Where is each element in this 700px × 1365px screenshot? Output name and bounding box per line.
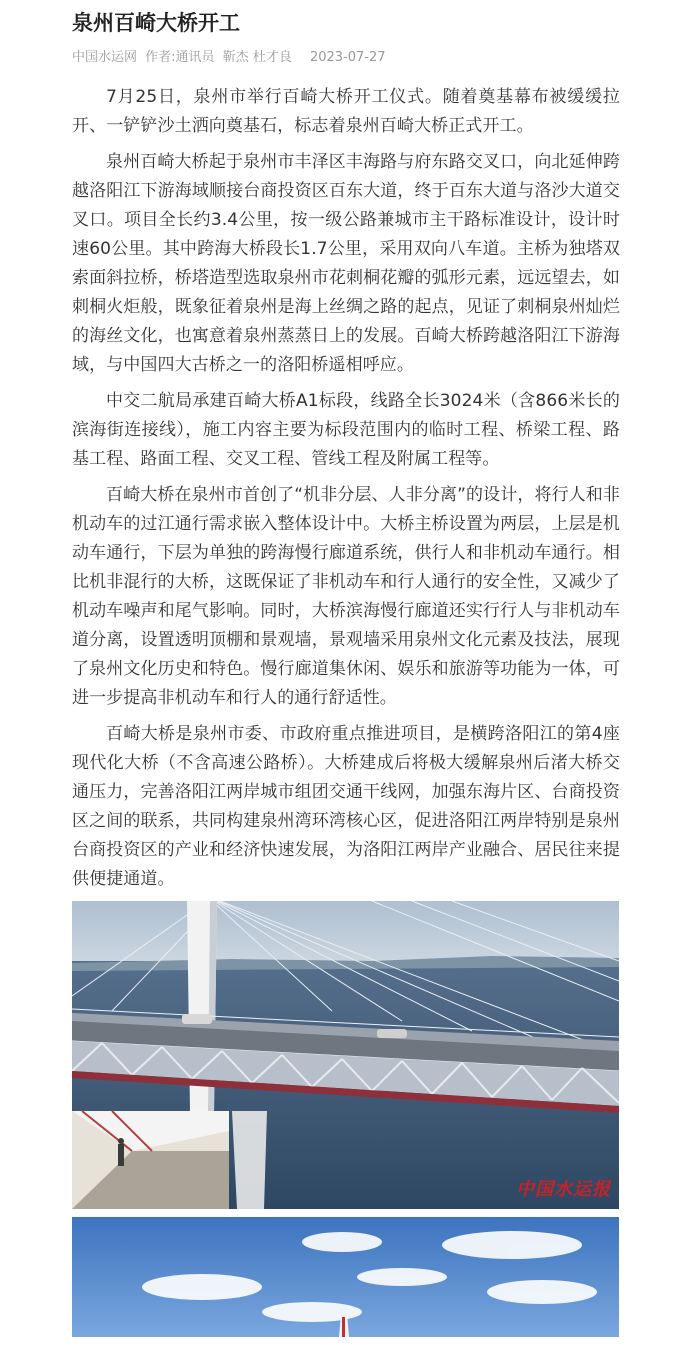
paragraph: 中交二航局承建百崎大桥A1标段，线路全长3024米（含866米长的滨海街连接线），施工内容主要为标段范围内的临时工程、桥梁工程、路基工程、路面工程、交叉工程、管线工程及附属工程等。	[72, 391, 620, 469]
publisher-watermark: 中国水运报	[516, 1179, 611, 1200]
article-body	[72, 83, 620, 894]
author-names: 靳杰 杜才良	[222, 50, 292, 65]
author-label: 作者:通讯员	[145, 50, 215, 65]
paragraph: 泉州百崎大桥起于泉州市丰泽区丰海路与府东路交叉口，向北延伸跨越洛阳江下游海域顺接台商投资区百东大道，终于百东大道与洛沙大道交叉口。项目全长约3.4公里，按一级公路兼城市主干路标准设计，设计时速60公里。其中跨海大桥段长1.7公里，采用双向八车道。主桥为独塔双索面斜拉桥，桥塔造型选取泉州市花刺桐花瓣的弧形元素，远远望去，如刺桐火炬般，既象征着泉州是海上丝绸之路的起点，见证了刺桐泉州灿烂的海丝文化，也寓意着泉州蒸蒸日上的发展。百崎大桥跨越洛阳江下游海域，与中国四大古桥之一的洛阳桥遥相呼应。	[72, 152, 620, 375]
bridge-illustration	[72, 901, 619, 1209]
sky-illustration	[72, 1217, 619, 1337]
publish-date: 2023-07-27	[309, 50, 386, 65]
paragraph: 7月25日，泉州市举行百崎大桥开工仪式。随着奠基幕布被缓缓拉开、一铲铲沙土洒向奠基石，标志着泉州百崎大桥正式开工。	[72, 87, 620, 136]
paragraph: 百崎大桥在泉州市首创了“机非分层、人非分离”的设计，将行人和非机动车的过江通行需求嵌入整体设计中。大桥主桥设置为两层，上层是机动车通行，下层为单独的跨海慢行廊道系统，供行人和非机动车通行。相比机非混行的大桥，这既保证了非机动车和行人通行的安全性，又减少了机动车噪声和尾气影响。同时，大桥滨海慢行廊道还实行行人与非机动车道分离，设置透明顶棚和景观墙，景观墙采用泉州文化元素及技法，展现了泉州文化历史和特色。慢行廊道集休闲、娱乐和旅游等功能为一体，可进一步提高非机动车和行人的通行舒适性。	[72, 485, 620, 708]
article-meta	[72, 49, 620, 67]
article-title: 泉州百崎大桥开工	[72, 11, 240, 35]
article	[72, 0, 620, 1337]
paragraph: 百崎大桥是泉州市委、市政府重点推进项目，是横跨洛阳江的第4座现代化大桥（不含高速公路桥）。大桥建成后将极大缓解泉州后渚大桥交通压力，完善洛阳江两岸城市组团交通干线网，加强东海片区、台商投资区之间的联系，共同构建泉州湾环湾核心区，促进洛阳江两岸特别是泉州台商投资区的产业和经济快速发展，为洛阳江两岸产业融合、居民往来提供便捷通道。	[72, 724, 620, 889]
bridge-sky-image	[72, 1217, 619, 1337]
bridge-rendering-image	[72, 901, 619, 1209]
source-link[interactable]: 中国水运网	[72, 50, 138, 65]
